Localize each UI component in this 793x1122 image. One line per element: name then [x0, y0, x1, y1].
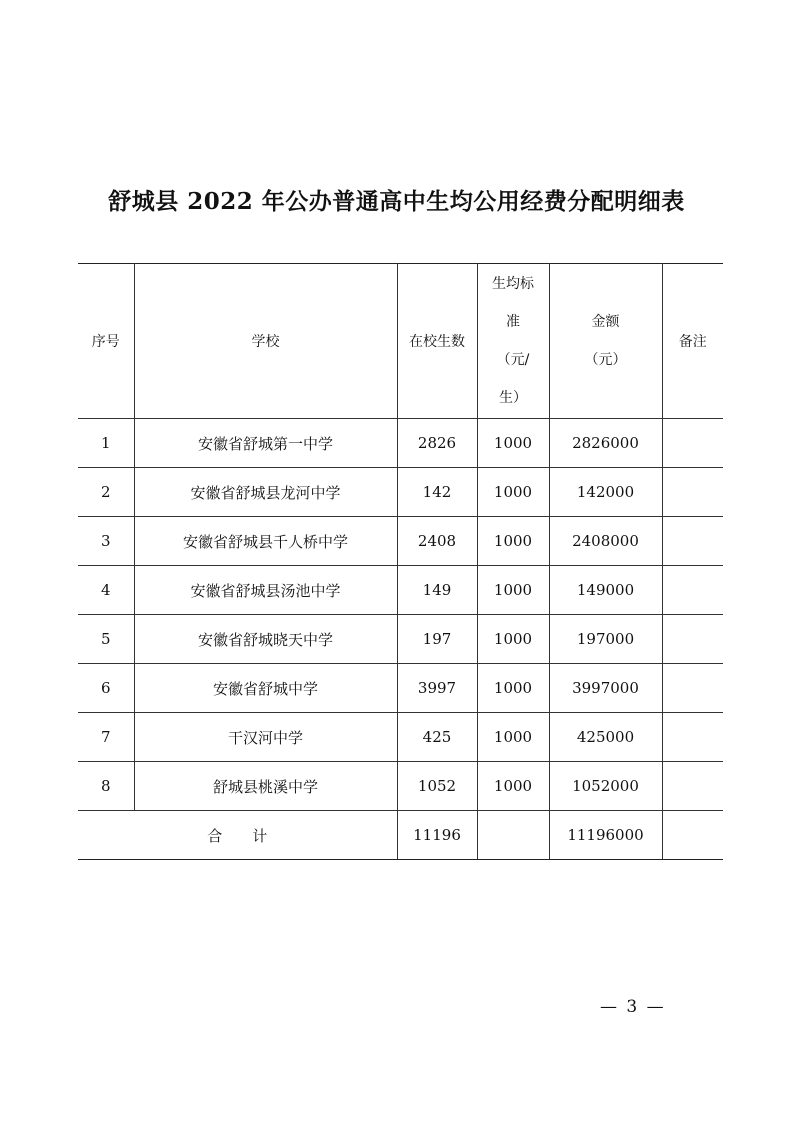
header-remarks: 备注 — [662, 264, 723, 419]
row-students: 3997 — [397, 664, 477, 713]
header-index: 序号 — [78, 264, 134, 419]
table-row — [78, 468, 723, 517]
row-remarks — [662, 615, 723, 664]
row-students: 1052 — [397, 762, 477, 811]
header-amount — [549, 264, 662, 419]
row-index: 5 — [78, 615, 134, 664]
page-number: — 3 — — [600, 997, 666, 1017]
row-school: 安徽省舒城县千人桥中学 — [134, 517, 397, 566]
row-remarks — [662, 468, 723, 517]
row-index: 3 — [78, 517, 134, 566]
total-students: 11196 — [397, 811, 477, 860]
table-row — [78, 664, 723, 713]
header-standard-line2: 准 — [506, 314, 520, 330]
table-row — [78, 566, 723, 615]
row-amount: 197000 — [549, 615, 662, 664]
row-students: 197 — [397, 615, 477, 664]
table-row — [78, 615, 723, 664]
row-remarks — [662, 566, 723, 615]
header-standard-line4: 生） — [499, 390, 527, 406]
row-amount: 142000 — [549, 468, 662, 517]
total-row — [78, 811, 723, 860]
row-amount: 2826000 — [549, 419, 662, 468]
row-standard: 1000 — [477, 664, 549, 713]
row-index: 2 — [78, 468, 134, 517]
row-standard: 1000 — [477, 517, 549, 566]
row-remarks — [662, 664, 723, 713]
row-amount: 3997000 — [549, 664, 662, 713]
row-amount: 149000 — [549, 566, 662, 615]
total-standard — [477, 811, 549, 860]
row-remarks — [662, 713, 723, 762]
header-standard — [477, 264, 549, 419]
header-students: 在校生数 — [397, 264, 477, 419]
header-amount-line2: （元） — [584, 352, 627, 368]
row-amount: 1052000 — [549, 762, 662, 811]
allocation-table — [78, 263, 723, 860]
row-school: 安徽省舒城县汤池中学 — [134, 566, 397, 615]
row-remarks — [662, 419, 723, 468]
row-students: 2826 — [397, 419, 477, 468]
row-school: 舒城县桃溪中学 — [134, 762, 397, 811]
header-standard-line3: （元/ — [496, 352, 530, 368]
row-index: 1 — [78, 419, 134, 468]
row-index: 6 — [78, 664, 134, 713]
row-students: 2408 — [397, 517, 477, 566]
row-standard: 1000 — [477, 713, 549, 762]
row-standard: 1000 — [477, 762, 549, 811]
total-amount: 11196000 — [549, 811, 662, 860]
table-row — [78, 419, 723, 468]
row-standard: 1000 — [477, 468, 549, 517]
row-students: 142 — [397, 468, 477, 517]
table-header-row — [78, 264, 723, 419]
row-students: 149 — [397, 566, 477, 615]
row-index: 8 — [78, 762, 134, 811]
header-standard-line1: 生均标 — [492, 276, 534, 292]
total-remarks — [662, 811, 723, 860]
row-index: 4 — [78, 566, 134, 615]
row-standard: 1000 — [477, 615, 549, 664]
row-amount: 425000 — [549, 713, 662, 762]
table-row — [78, 517, 723, 566]
header-amount-line1: 金额 — [591, 314, 620, 330]
row-school: 安徽省舒城晓天中学 — [134, 615, 397, 664]
row-school: 安徽省舒城县龙河中学 — [134, 468, 397, 517]
table-row — [78, 713, 723, 762]
row-school: 安徽省舒城中学 — [134, 664, 397, 713]
row-index: 7 — [78, 713, 134, 762]
row-students: 425 — [397, 713, 477, 762]
row-school: 干汉河中学 — [134, 713, 397, 762]
document-title: 舒城县 2022 年公办普通高中生均公用经费分配明细表 — [108, 188, 685, 215]
row-amount: 2408000 — [549, 517, 662, 566]
row-standard: 1000 — [477, 566, 549, 615]
table-row — [78, 762, 723, 811]
row-remarks — [662, 762, 723, 811]
row-school: 安徽省舒城第一中学 — [134, 419, 397, 468]
row-standard: 1000 — [477, 419, 549, 468]
total-label: 合 计 — [78, 811, 397, 860]
row-remarks — [662, 517, 723, 566]
header-school: 学校 — [134, 264, 397, 419]
